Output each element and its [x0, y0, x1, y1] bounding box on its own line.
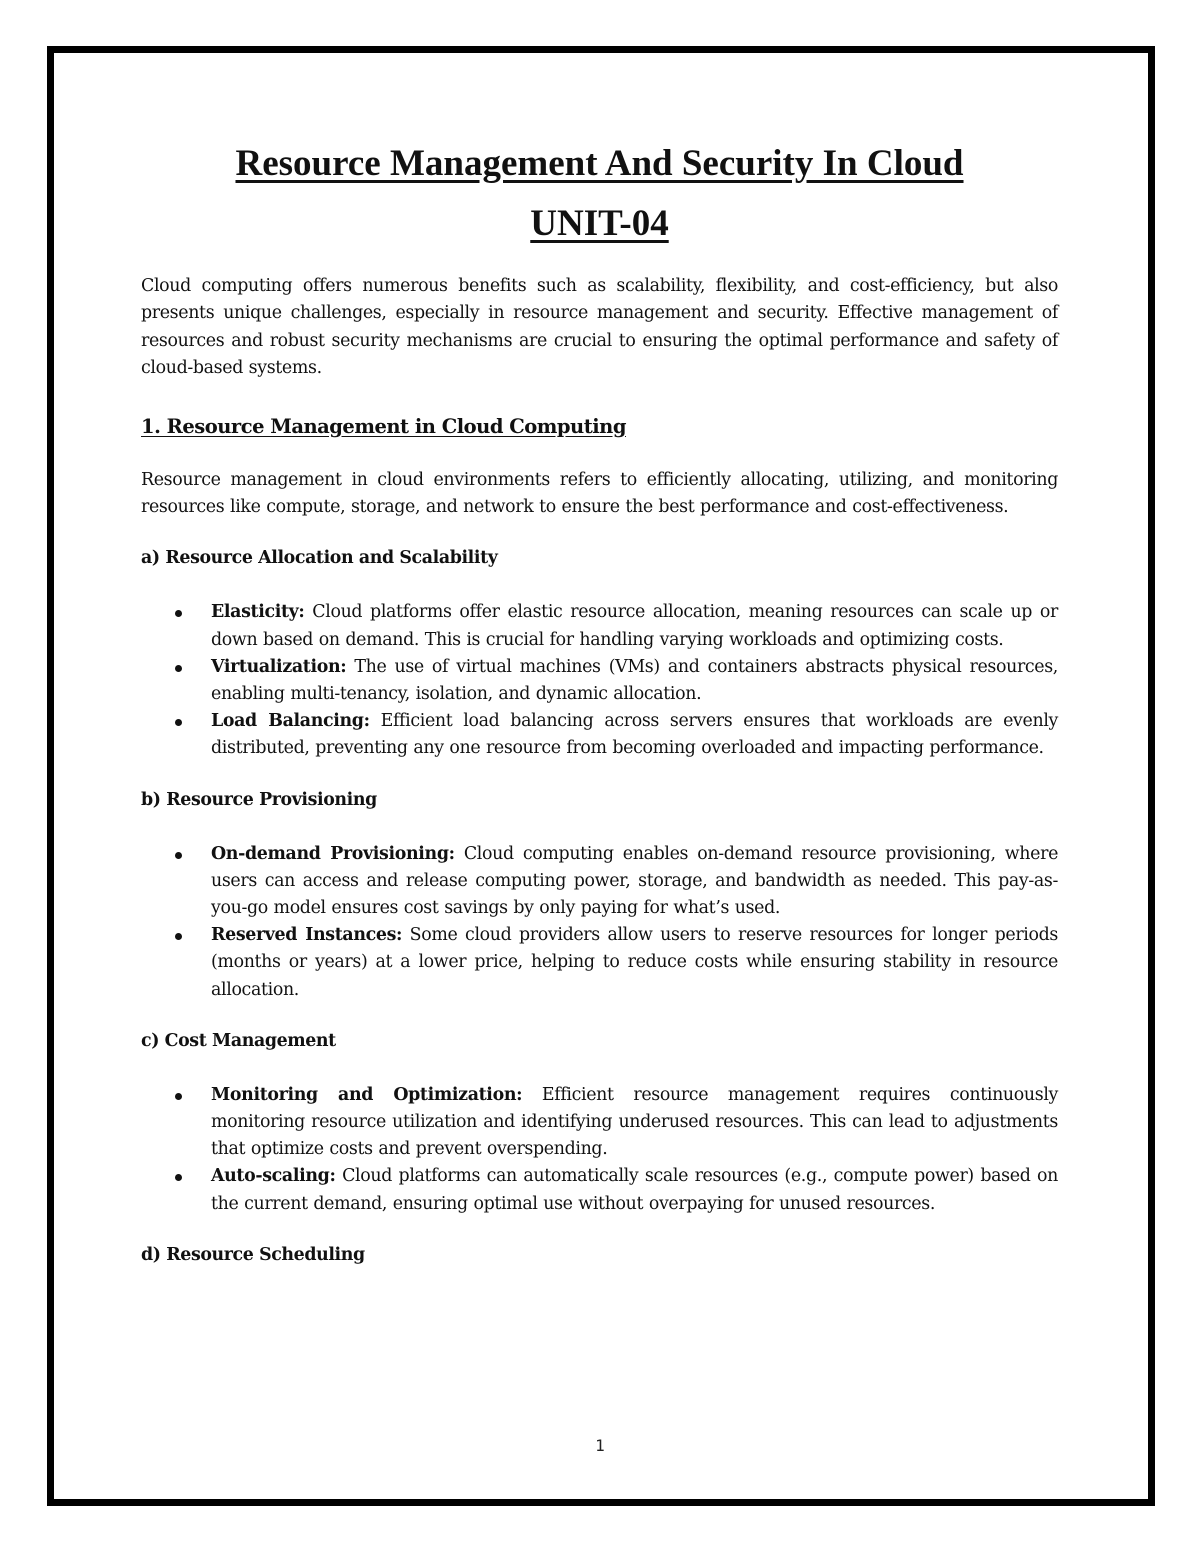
subsection-heading-provisioning: b) Resource Provisioning	[141, 789, 377, 810]
term-description: The use of virtual machines (VMs) and containers abstracts physical resources, enabling multi-tenancy, isolation, and dynamic allocation.	[211, 656, 1058, 705]
bullet-list-allocation	[141, 599, 1058, 762]
bullet-icon	[175, 610, 182, 617]
term-label: Elasticity:	[211, 602, 305, 623]
intro-paragraph: Cloud computing offers numerous benefits such as scalability, flexibility, and cost-efficiency, but also presents unique challenges, especially in resource management and security. Effective management of resources and robust security mechanisms are crucial to ensuring the optimal performance and safety of cloud-based systems.	[141, 276, 1058, 379]
term-label: Monitoring and Optimization:	[211, 1084, 523, 1105]
term-label: On-demand Provisioning:	[211, 843, 455, 864]
list-item	[141, 654, 1058, 708]
term-label: Load Balancing:	[211, 711, 370, 732]
subsection-heading-cost: c) Cost Management	[141, 1030, 336, 1051]
term-description: Efficient load balancing across servers ensures that workloads are evenly distributed, preventing any one resource from becoming overloaded and impacting performance.	[211, 711, 1059, 759]
unit-heading: UNIT-04	[530, 203, 669, 244]
document-title: Resource Management And Security In Cloud	[235, 143, 964, 184]
section-paragraph: Resource management in cloud environments refers to efficiently allocating, utilizing, and monitoring resources like compute, storage, and network to ensure the best performance and cost-effectiveness.	[141, 469, 1058, 518]
document-body	[141, 138, 1058, 1269]
term-description: Cloud platforms can automatically scale resources (e.g., compute power) based on the current demand, ensuring optimal use without overpaying for unused resources.	[211, 1166, 1058, 1214]
term-label: Auto-scaling:	[211, 1166, 336, 1187]
bullet-icon	[175, 719, 182, 726]
list-item	[141, 841, 1058, 923]
subsection-heading-allocation: a) Resource Allocation and Scalability	[141, 548, 498, 569]
bullet-icon	[175, 852, 182, 859]
bullet-icon	[175, 1093, 182, 1100]
bullet-icon	[175, 665, 182, 672]
bullet-list-cost	[141, 1082, 1058, 1218]
page-number: 1	[595, 1436, 605, 1455]
list-item	[141, 708, 1058, 762]
term-description: Efficient resource management requires continuously monitoring resource utilization and identifying underused resources. This can lead to adjustments that optimize costs and prevent overspending.	[211, 1084, 1059, 1160]
section-heading-resource-management: 1. Resource Management in Cloud Computing	[141, 414, 626, 438]
subsection-heading-scheduling: d) Resource Scheduling	[141, 1244, 365, 1265]
bullet-list-provisioning	[141, 841, 1058, 1004]
list-item	[141, 599, 1058, 653]
term-label: Virtualization:	[211, 656, 347, 677]
list-item	[141, 1163, 1058, 1217]
bullet-icon	[175, 933, 182, 940]
term-description: Cloud platforms offer elastic resource allocation, meaning resources can scale up or down based on demand. This is crucial for handling varying workloads and optimizing costs.	[211, 602, 1058, 650]
bullet-icon	[175, 1174, 182, 1181]
term-description: Some cloud providers allow users to reserve resources for longer periods (months or years) at a lower price, helping to reduce costs while ensuring stability in resource allocation.	[211, 925, 1058, 1000]
list-item	[141, 922, 1058, 1004]
term-description: Cloud computing enables on-demand resource provisioning, where users can access and release computing power, storage, and bandwidth as needed. This pay-as-you-go model ensures cost savings by only paying for what’s used.	[211, 843, 1059, 919]
term-label: Reserved Instances:	[211, 925, 403, 946]
list-item	[141, 1082, 1058, 1164]
